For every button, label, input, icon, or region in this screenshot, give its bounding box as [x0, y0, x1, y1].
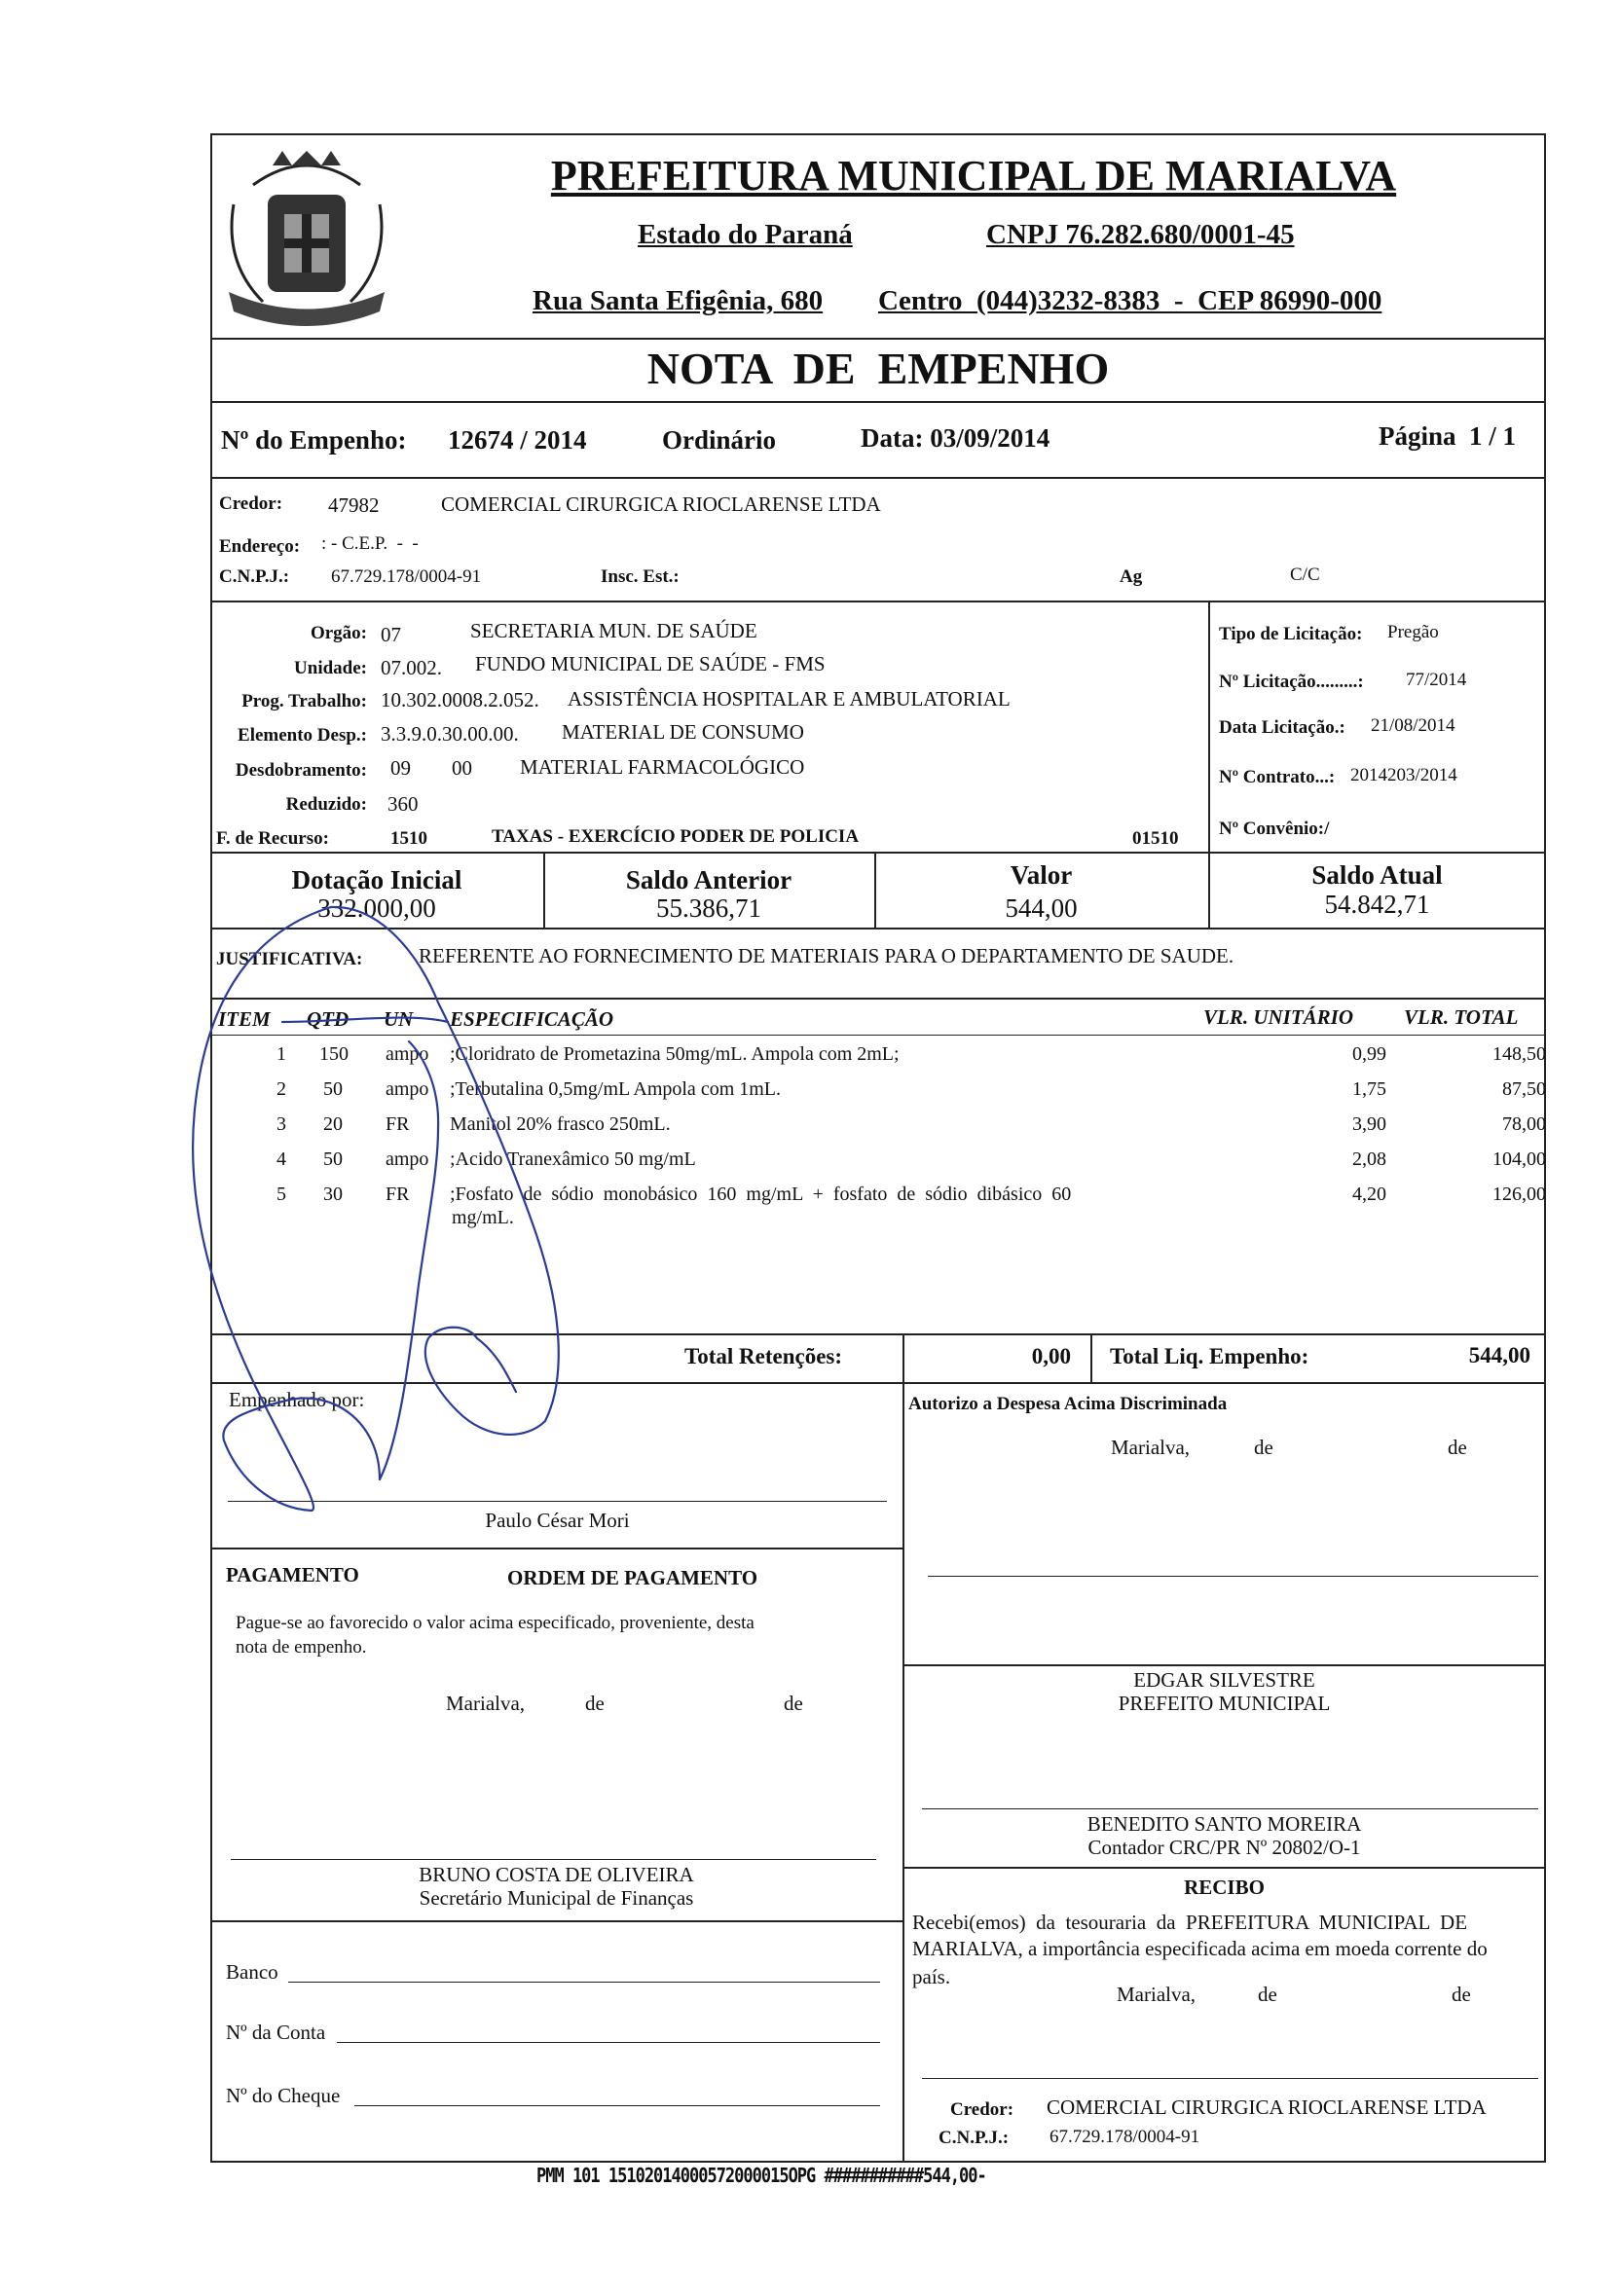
item-unit-price: 1,75 — [1352, 1078, 1386, 1100]
recibo-de-1: de — [1258, 1983, 1277, 2006]
item-qtd: 150 — [319, 1043, 349, 1065]
recibo-credor-label: Credor: — [950, 2099, 1014, 2120]
pagamento-de-2: de — [784, 1692, 803, 1715]
municipality-title: PREFEITURA MUNICIPAL DE MARIALVA — [550, 152, 1397, 200]
pagamento-de-1: de — [585, 1692, 605, 1715]
cnpj: CNPJ 76.282.680/0001-45 — [986, 219, 1295, 250]
item-unit-price: 0,99 — [1352, 1043, 1386, 1065]
divider — [1208, 601, 1210, 852]
item-total: 87,50 — [1502, 1078, 1546, 1100]
saldo-anterior-value: 55.386,71 — [656, 893, 761, 923]
autorizo-de-2: de — [1448, 1436, 1467, 1459]
saldo-anterior-label: Saldo Anterior — [625, 865, 792, 894]
item-espec: Manitol 20% frasco 250mL. — [450, 1113, 671, 1135]
item-un: ampo — [386, 1043, 429, 1065]
col-qtd: QTD — [307, 1007, 350, 1031]
pagamento-text-1: Pague-se ao favorecido o valor acima especificado, proveniente, desta — [236, 1613, 755, 1633]
prefeito-name: EDGAR SILVESTRE — [1133, 1668, 1315, 1692]
divider — [902, 1664, 1546, 1666]
item-espec: ;Fosfato de sódio monobásico 160 mg/mL + fosfato de sódio dibásico 60 — [450, 1184, 1072, 1205]
item-total: 126,00 — [1492, 1184, 1546, 1205]
orgao-label: Orgão: — [310, 623, 367, 643]
prog-trabalho-name: ASSISTÊNCIA HOSPITALAR E AMBULATORIAL — [568, 687, 1011, 711]
state-name: Estado do Paraná — [638, 219, 853, 250]
col-un: UN — [384, 1007, 414, 1031]
agency-label: Ag — [1120, 566, 1143, 587]
item-total: 104,00 — [1492, 1148, 1546, 1170]
credor-name: COMERCIAL CIRURGICA RIOCLARENSE LTDA — [441, 492, 881, 516]
desdobramento-label: Desdobramento: — [235, 760, 367, 781]
contrato-label: Nº Contrato...: — [1219, 767, 1336, 787]
signature-line — [231, 1859, 876, 1860]
item-qtd: 20 — [323, 1113, 343, 1135]
credor-code: 47982 — [328, 493, 380, 517]
recibo-place: Marialva, — [1117, 1983, 1197, 2006]
item-espec-continued: mg/mL. — [452, 1207, 514, 1228]
item-unit-price: 4,20 — [1352, 1184, 1386, 1205]
recibo-text-1: Recebi(emos) da tesouraria da PREFEITURA MUNICIPAL DE — [912, 1911, 1468, 1934]
conta-label: Nº da Conta — [226, 2021, 326, 2044]
reduzido-value: 360 — [387, 792, 419, 816]
prog-trabalho-code: 10.302.0008.2.052. — [381, 688, 539, 711]
insc-est-label: Insc. Est.: — [601, 566, 680, 587]
banco-label: Banco — [226, 1960, 278, 1984]
item-un: FR — [386, 1113, 410, 1135]
divider — [210, 601, 1546, 602]
autorizo-place: Marialva, — [1111, 1436, 1191, 1459]
justificativa-text: REFERENTE AO FORNECIMENTO DE MATERIAIS PARA O DEPARTAMENTO DE SAUDE. — [419, 944, 1234, 967]
cheque-line — [354, 2105, 880, 2106]
empenho-number-label: Nº do Empenho: — [221, 425, 407, 455]
item-espec: ;Acido Tranexâmico 50 mg/mL — [450, 1148, 696, 1170]
cheque-label: Nº do Cheque — [226, 2084, 341, 2107]
empenho-number: 12674 / 2014 — [448, 425, 587, 455]
conta-line — [337, 2042, 880, 2043]
saldo-atual-label: Saldo Atual — [1311, 860, 1443, 890]
divider — [210, 1548, 902, 1549]
divider — [902, 1867, 1546, 1869]
item-qtd: 50 — [323, 1148, 343, 1170]
recibo-text-3: país. — [912, 1965, 951, 1988]
unidade-name: FUNDO MUNICIPAL DE SAÚDE - FMS — [475, 652, 826, 675]
item-number: 4 — [276, 1148, 286, 1170]
item-un: ampo — [386, 1078, 429, 1100]
desdobramento-code-2: 00 — [452, 756, 472, 780]
divider — [210, 338, 1546, 340]
recibo-cnpj-label: C.N.P.J.: — [939, 2128, 1010, 2148]
col-vlr-total: VLR. TOTAL — [1404, 1005, 1519, 1029]
contador-name: BENEDITO SANTO MOREIRA — [1086, 1812, 1362, 1836]
unidade-label: Unidade: — [294, 658, 367, 678]
pagamento-place: Marialva, — [446, 1692, 526, 1715]
licitacao-date-value: 21/08/2014 — [1371, 715, 1455, 736]
orgao-code: 07 — [381, 623, 401, 646]
divider — [210, 401, 1546, 403]
endereco-label: Endereço: — [219, 536, 301, 557]
elemento-label: Elemento Desp.: — [238, 725, 367, 746]
col-item: ITEM — [218, 1007, 271, 1031]
coat-of-arms-logo — [214, 146, 399, 336]
recurso-code: 1510 — [390, 828, 427, 849]
street-address: Rua Santa Efigênia, 680 — [533, 285, 824, 316]
divider — [210, 477, 1546, 479]
convenio-label: Nº Convênio:/ — [1219, 819, 1330, 839]
cnpj-label: C.N.P.J.: — [219, 566, 290, 587]
divider — [902, 1382, 904, 2163]
desdobramento-name: MATERIAL FARMACOLÓGICO — [520, 755, 805, 779]
ordem-pagamento-label: ORDEM DE PAGAMENTO — [507, 1566, 758, 1589]
contador-role: Contador CRC/PR Nº 20802/O-1 — [1087, 1836, 1361, 1859]
document-title: NOTA DE EMPENHO — [646, 344, 1110, 393]
item-number: 1 — [276, 1043, 286, 1065]
elemento-name: MATERIAL DE CONSUMO — [562, 720, 804, 744]
licitacao-date-label: Data Licitação.: — [1219, 717, 1345, 738]
prefeito-role: PREFEITO MUNICIPAL — [1118, 1692, 1331, 1715]
contrato-value: 2014203/2014 — [1350, 765, 1457, 785]
prog-trabalho-label: Prog. Trabalho: — [241, 691, 367, 711]
empenhado-label: Empenhado por: — [229, 1388, 365, 1411]
licitacao-number-value: 77/2014 — [1406, 670, 1467, 690]
item-espec: ;Cloridrato de Prometazina 50mg/mL. Ampola com 2mL; — [450, 1043, 900, 1065]
item-unit-price: 3,90 — [1352, 1113, 1386, 1135]
recurso-code-2: 01510 — [1132, 828, 1179, 849]
item-number: 5 — [276, 1184, 286, 1205]
recibo-credor-value: COMERCIAL CIRURGICA RIOCLARENSE LTDA — [1047, 2096, 1487, 2119]
item-total: 148,50 — [1492, 1043, 1546, 1065]
divider — [902, 1333, 904, 1382]
signature-line — [928, 1576, 1538, 1577]
credor-label: Credor: — [219, 493, 283, 514]
liquid-total-value: 544,00 — [1468, 1343, 1530, 1367]
endereco-value: : - C.E.P. - - — [321, 533, 419, 554]
item-unit-price: 2,08 — [1352, 1148, 1386, 1170]
account-label: C/C — [1290, 565, 1320, 585]
recibo-text-2: MARIALVA, a importância especificada acima em moeda corrente do — [912, 1937, 1488, 1960]
valor-label: Valor — [1010, 860, 1073, 890]
recurso-name: TAXAS - EXERCÍCIO PODER DE POLICIA — [492, 826, 860, 847]
signature-line — [922, 2078, 1538, 2079]
recibo-de-2: de — [1452, 1983, 1471, 2006]
item-qtd: 50 — [323, 1078, 343, 1100]
col-especificacao: ESPECIFICAÇÃO — [450, 1007, 614, 1031]
licitacao-type-value: Pregão — [1387, 622, 1439, 642]
saldo-atual-value: 54.842,71 — [1324, 890, 1430, 919]
item-qtd: 30 — [323, 1184, 343, 1205]
empenho-date: Data: 03/09/2014 — [861, 423, 1050, 453]
item-total: 78,00 — [1502, 1113, 1546, 1135]
pagamento-label: PAGAMENTO — [226, 1563, 359, 1586]
elemento-code: 3.3.9.0.30.00.00. — [381, 722, 519, 746]
item-un: ampo — [386, 1148, 429, 1170]
secretario-role: Secretário Municipal de Finanças — [419, 1886, 694, 1910]
justificativa-label: JUSTIFICATIVA: — [216, 949, 363, 969]
retencoes-label: Total Retenções: — [684, 1344, 843, 1368]
retencoes-value: 0,00 — [1031, 1344, 1071, 1368]
dotacao-label: Dotação Inicial — [291, 865, 462, 894]
recibo-label: RECIBO — [1184, 1876, 1265, 1899]
item-un: FR — [386, 1184, 410, 1205]
empenho-type: Ordinário — [662, 425, 777, 455]
autorizo-label: Autorizo a Despesa Acima Discriminada — [908, 1394, 1228, 1414]
item-espec: ;Terbutalina 0,5mg/mL Ampola com 1mL. — [450, 1078, 782, 1100]
secretario-name: BRUNO COSTA DE OLIVEIRA — [419, 1863, 694, 1886]
cnpj-value: 67.729.178/0004-91 — [331, 566, 482, 587]
recibo-cnpj-value: 67.729.178/0004-91 — [1049, 2127, 1200, 2147]
item-number: 3 — [276, 1113, 286, 1135]
reduzido-label: Reduzido: — [285, 794, 367, 815]
divider — [210, 852, 1546, 854]
valor-value: 544,00 — [1005, 893, 1078, 923]
banco-line — [288, 1982, 880, 1983]
licitacao-type-label: Tipo de Licitação: — [1219, 624, 1363, 644]
recurso-label: F. de Recurso: — [216, 828, 329, 849]
signature-line — [922, 1808, 1538, 1809]
liquid-total-label: Total Liq. Empenho: — [1110, 1344, 1309, 1368]
handwritten-signature — [185, 895, 652, 1518]
divider — [210, 1920, 902, 1922]
empenhado-name: Paulo César Mori — [485, 1509, 630, 1532]
dotacao-value: 332.000,00 — [317, 893, 436, 923]
orgao-name: SECRETARIA MUN. DE SAÚDE — [470, 619, 757, 642]
autorizo-de-1: de — [1254, 1436, 1273, 1459]
pagamento-text-2: nota de empenho. — [236, 1637, 367, 1658]
licitacao-number-label: Nº Licitação.........: — [1219, 672, 1364, 692]
desdobramento-code-1: 09 — [390, 756, 411, 780]
divider — [1090, 1333, 1092, 1382]
footer-code: PMM 101 15102014000572000015OPG ###########544,00- — [536, 2165, 986, 2188]
page-number: Página 1 / 1 — [1379, 421, 1517, 451]
item-number: 2 — [276, 1078, 286, 1100]
address-contact: Centro (044)3232-8383 - CEP 86990-000 — [878, 285, 1382, 316]
col-vlr-unitario: VLR. UNITÁRIO — [1203, 1005, 1354, 1029]
unidade-code: 07.002. — [381, 656, 442, 679]
